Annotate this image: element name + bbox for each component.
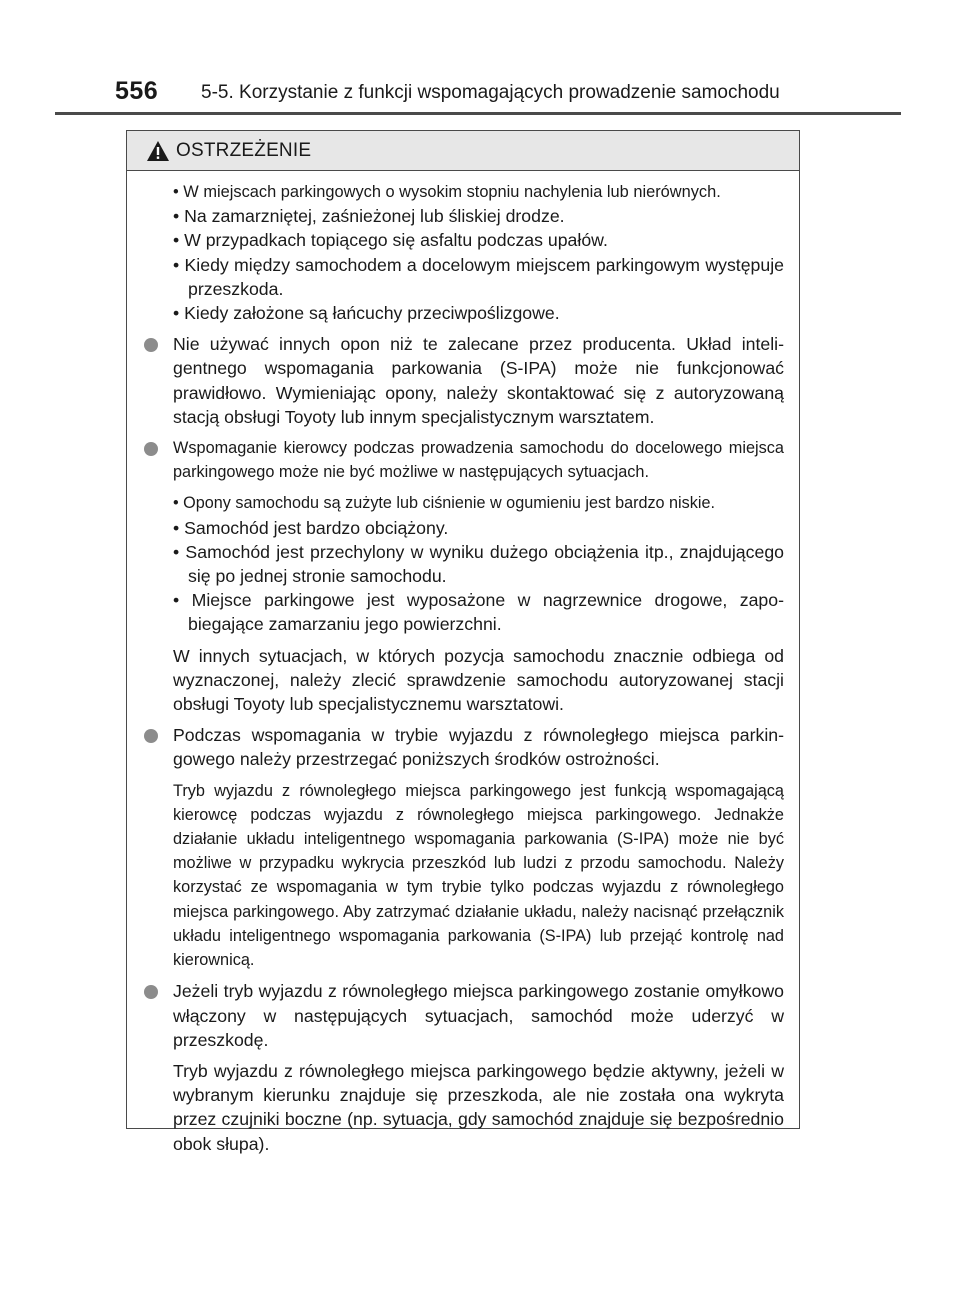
note-paragraph: W innych sytuacjach, w których pozycja samochodu znacznie odbiega od wyznaczonej, należy zlecić sprawdzenie samochodu autoryzowanej stacji obsługi Toyoty lub specjalistycznemu warsztatowi. bbox=[173, 645, 784, 715]
warning-title: OSTRZEŻENIE bbox=[176, 139, 312, 161]
list-item: • Miejsce parkingowe jest wyposażone w nagrzewnice drogowe, zapobiegające zamarzaniu jego powierzchni. bbox=[173, 590, 784, 635]
note-paragraph: Tryb wyjazdu z równoległego miejsca parkingowego będzie aktywny, jeżeli w wybranym kierunku znajduje się przeszkoda, ale nie została ona wykryta przez czujniki boczne (np. sytuacja, gdy samochód znajduje się bezpośrednio obok słupa). bbox=[173, 1060, 784, 1154]
list-item: • Kiedy między samochodem a docelowym miejscem parkingowym występuje przeszkoda. bbox=[173, 254, 784, 299]
header-divider bbox=[55, 112, 901, 115]
list-item: • Na zamarzniętej, zaśnieżonej lub śliskiej drodze. bbox=[173, 206, 565, 227]
page-header bbox=[0, 0, 960, 118]
bullet-text: Nie używać innych opon niż te zalecane przez producenta. Układ inteligentnego wspomagania parkowania (S-IPA) może nie funkcjonować prawidłowo. Wymieniając opony, należy skontaktować się z autoryzowaną stacją obsługi Toyoty lub innym specjalistycznym warsztatem. bbox=[173, 334, 784, 427]
list-item: • Samochód jest bardzo obciążony. bbox=[173, 517, 449, 538]
bullet-2-list bbox=[173, 491, 784, 636]
list-item: • W przypadkach topiącego się asfaltu podczas upałów. bbox=[173, 230, 608, 251]
bullet-text: Wspomaganie kierowcy podczas prowadzenia samochodu do docelowego miejsca parkingowego może nie być możliwe w następujących sytuacjach. bbox=[173, 439, 784, 482]
bullet-item bbox=[143, 332, 784, 429]
bullet-dot bbox=[144, 338, 158, 352]
bullet-text: Podczas wspomagania w trybie wyjazdu z równoległego miejsca parkingowego należy przestrzegać poniższych środków ostrożności. bbox=[173, 725, 784, 770]
bullet-dot bbox=[144, 729, 158, 743]
warning-body bbox=[127, 171, 799, 1156]
list-item: • Kiedy założone są łańcuchy przeciwpoślizgowe. bbox=[173, 303, 560, 324]
bullet-item bbox=[143, 979, 784, 1052]
list-item: • Samochód jest przechylony w wyniku dużego obciążenia itp., znajdującego się po jednej stronie samochodu. bbox=[173, 541, 784, 587]
note-paragraph: Tryb wyjazdu z równoległego miejsca parkingowego jest funkcją wspomagającą kierowcę podczas wyjazdu z równoległego miejsca parkingowego. Jednakże działanie układu inteligentnego wspomagania parkowania (S-IPA) może nie być możliwe w przypadku wykrycia przeszkód lub ludzi z przodu samochodu. Należy korzystać ze wspomagania w tym trybie tylko podczas wyjazdu z równoległego miejsca parkingowego. Aby zatrzymać działanie układu, należy nacisnąć przełącznik układu inteligentnego wspomagania parkowania (S-IPA) lub przejąć kontrolę nad kierownicą. bbox=[173, 781, 784, 970]
warning-box bbox=[126, 130, 800, 1154]
bullet-text: Jeżeli tryb wyjazdu z równoległego miejsca parkingowego zostanie omyłkowo włączony w następujących sytuacjach, samochód może uderzyć w przeszkodę. bbox=[173, 981, 784, 1050]
warning-triangle-icon bbox=[146, 140, 170, 162]
bullet-dot bbox=[144, 442, 158, 456]
intro-list bbox=[173, 180, 784, 325]
warning-header bbox=[127, 131, 799, 171]
section-title: 5-5. Korzystanie z funkcji wspomagających prowadzenie samochodu bbox=[201, 82, 780, 103]
page-number: 556 bbox=[115, 77, 159, 105]
bullet-item bbox=[143, 723, 784, 771]
list-item: • W miejscach parkingowych o wysokim stopniu nachylenia lub nierównych. bbox=[173, 183, 721, 201]
bullet-item bbox=[143, 436, 784, 484]
list-item: • Opony samochodu są zużyte lub ciśnienie w ogumieniu jest bardzo niskie. bbox=[173, 494, 715, 513]
bullet-dot bbox=[144, 985, 158, 999]
